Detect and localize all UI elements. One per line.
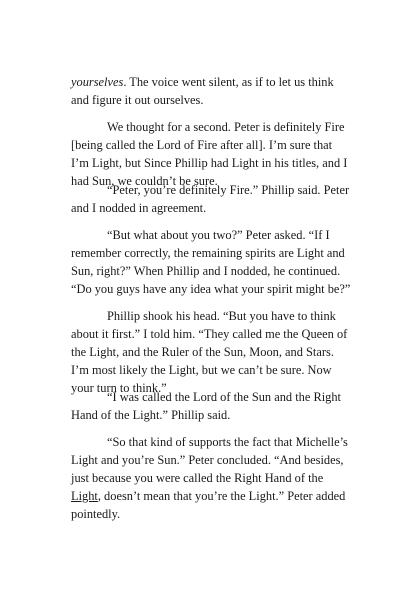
paragraph-text: “So that kind of supports the fact that Michelle’s Light and you’re Sun.” Peter concluded. “And besides, just because you were called the Right Hand of the — [71, 435, 348, 485]
paragraph-1 — [71, 118, 353, 190]
paragraph-continuation — [71, 73, 353, 109]
paragraph-text: . The voice went silent, as if to let us think and figure it out ourselves. — [71, 75, 334, 107]
underlined-text: Light — [71, 489, 98, 503]
paragraph — [71, 433, 353, 523]
paragraph — [71, 181, 353, 217]
paragraph — [71, 73, 353, 109]
paragraph — [71, 118, 353, 190]
paragraph-text: “But what about you two?” Peter asked. “If I remember correctly, the remaining spirits are Light and Sun, right?” When Phillip and I nodded, he continued. “Do you guys have any idea what your spirit might be?” — [71, 228, 351, 296]
paragraph-6 — [71, 433, 353, 523]
paragraph — [71, 388, 353, 424]
paragraph-text: , doesn’t mean that you’re the Light.” Peter added pointedly. — [71, 489, 346, 521]
paragraph-text: “I was called the Lord of the Sun and the Right Hand of the Light.” Phillip said. — [71, 390, 341, 422]
paragraph — [71, 226, 353, 298]
emphasis-text: yourselves — [71, 75, 124, 89]
paragraph-text: “Peter, you’re definitely Fire.” Phillip said. Peter and I nodded in agreement. — [71, 183, 350, 215]
paragraph-2 — [71, 181, 353, 217]
paragraph-4 — [71, 307, 353, 397]
paragraph-text: Phillip shook his head. “But you have to think about it first.” I told him. “They called me the Queen of the Light, and the Ruler of the Sun, Moon, and Stars. I’m most likely the Light, but we can’t be sure. Now your turn to think.” — [71, 309, 348, 395]
paragraph-5 — [71, 388, 353, 424]
paragraph — [71, 307, 353, 397]
paragraph-3 — [71, 226, 353, 298]
paragraph-text: We thought for a second. Peter is definitely Fire [being called the Lord of Fire after all]. I’m sure that I’m Light, but Since Phillip had Light in his titles, and I had Sun, we couldn’t be sure. — [71, 120, 348, 188]
